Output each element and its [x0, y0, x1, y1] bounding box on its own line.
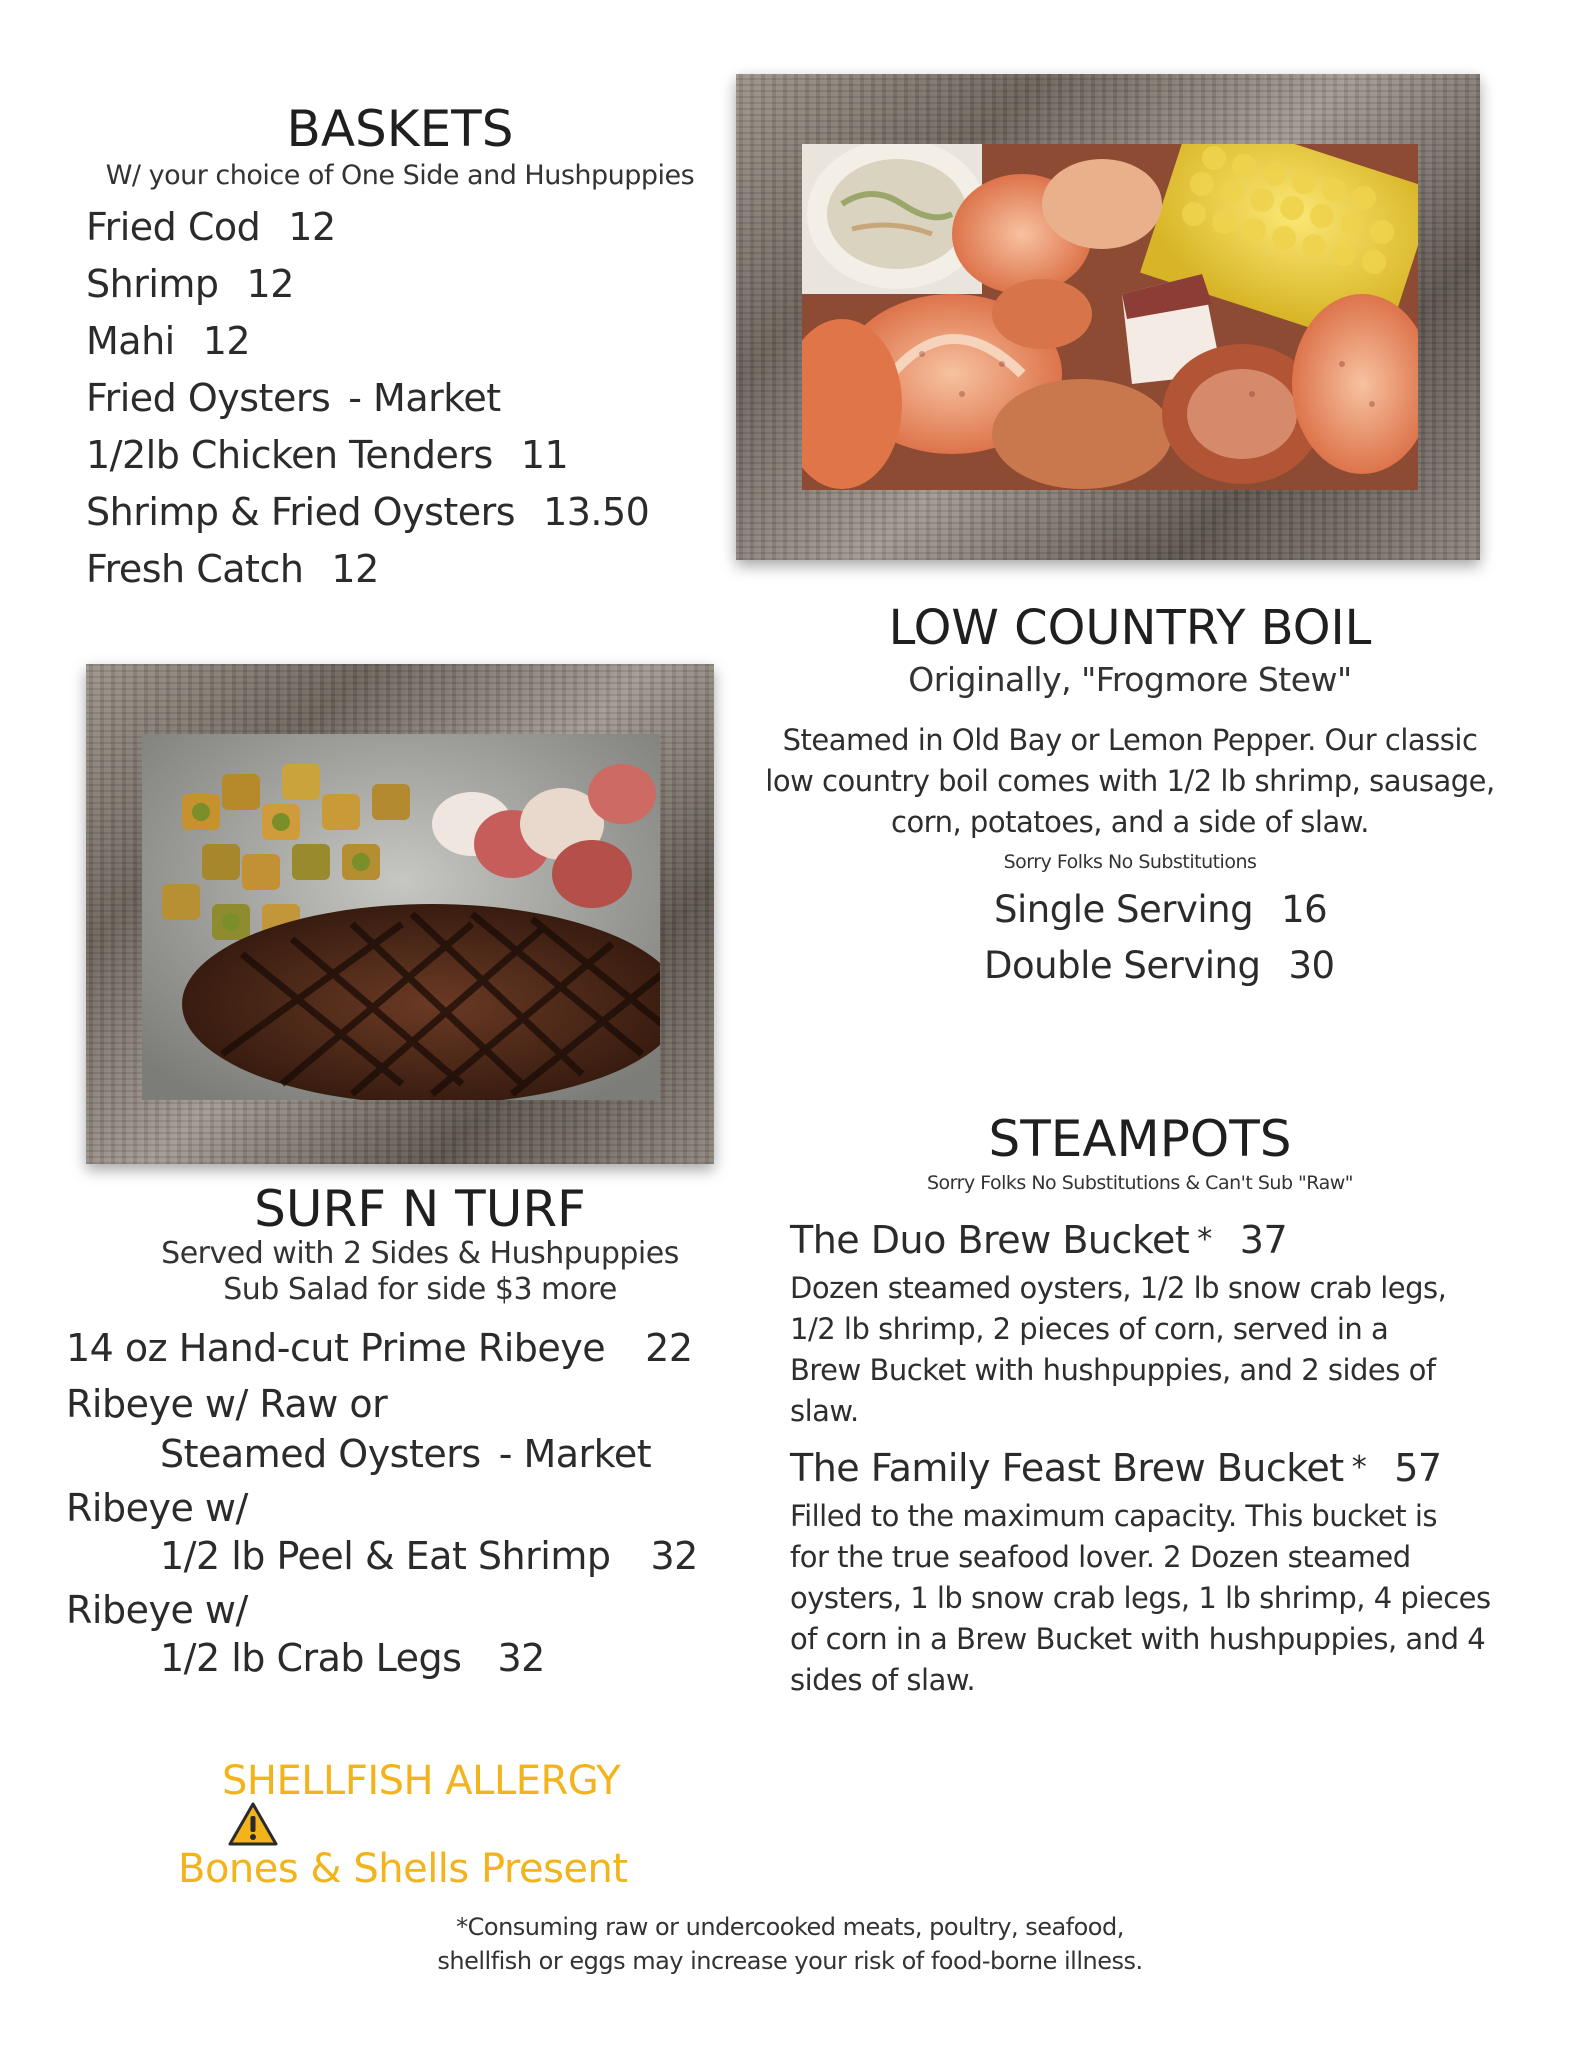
desc-line: Brew Bucket with hushpuppies, and 2 sides of — [790, 1353, 1436, 1387]
ribeye-shrimp-line1: Ribeye w/ — [66, 1486, 248, 1530]
ribeye-crab-line2 — [160, 1636, 545, 1680]
item-price: 12 — [246, 262, 294, 306]
family-feast-brew-bucket-item — [790, 1446, 1442, 1490]
item-name: The Duo Brew Bucket — [790, 1218, 1190, 1262]
allergy-line-2: Bones & Shells Present — [178, 1846, 628, 1892]
item-name: Mahi — [86, 319, 175, 363]
baskets-subtitle: W/ your choice of One Side and Hushpuppies — [105, 160, 695, 191]
desc-line: Dozen steamed oysters, 1/2 lb snow crab legs, — [790, 1271, 1447, 1305]
desc-line: corn, potatoes, and a side of slaw. — [891, 805, 1369, 839]
surf-turf-photo-frame — [86, 664, 714, 1164]
desc-line: of corn in a Brew Bucket with hushpuppies, and 4 — [790, 1622, 1486, 1656]
ribeye-item — [66, 1326, 693, 1370]
item-price: 30 — [1288, 944, 1335, 987]
ribeye-shrimp-line2 — [160, 1534, 698, 1578]
item-price: 13.50 — [543, 490, 650, 534]
item-name: Fried Oysters — [86, 376, 331, 420]
desc-line: Steamed in Old Bay or Lemon Pepper. Our classic — [782, 723, 1478, 757]
list-item — [86, 205, 649, 262]
item-price: - Market — [348, 376, 501, 420]
surf-turf-subtitle-2: Sub Salad for side $3 more — [223, 1272, 617, 1307]
item-name: 1/2 lb Peel & Eat Shrimp — [160, 1534, 611, 1578]
footer-line-2: shellfish or eggs may increase your risk of food-borne illness. — [437, 1947, 1143, 1975]
boil-title: LOW COUNTRY BOIL — [888, 600, 1372, 656]
list-item — [86, 319, 649, 376]
item-name: 1/2lb Chicken Tenders — [86, 433, 493, 477]
item-name: Double Serving — [984, 944, 1261, 987]
boil-photo — [802, 144, 1418, 490]
item-name: Shrimp — [86, 262, 219, 306]
allergy-title: SHELLFISH ALLERGY — [222, 1758, 621, 1804]
item-price: 12 — [202, 319, 251, 363]
item-price: 32 — [650, 1534, 698, 1578]
footer-line-1: *Consuming raw or undercooked meats, poultry, seafood, — [456, 1913, 1124, 1941]
boil-photo-image — [802, 144, 1418, 490]
double-serving-item — [984, 944, 1335, 987]
item-price: 12 — [331, 547, 379, 591]
boil-photo-frame — [736, 74, 1480, 560]
desc-line: oysters, 1 lb snow crab legs, 1 lb shrimp, 4 pieces — [790, 1581, 1491, 1615]
desc-line: sides of slaw. — [790, 1663, 976, 1697]
ribeye-crab-line1: Ribeye w/ — [66, 1588, 248, 1632]
shellfish-allergy-warning — [178, 1760, 638, 1890]
footer-disclaimer — [280, 1910, 1300, 1978]
item-price: 37 — [1239, 1218, 1288, 1262]
item-price: 22 — [645, 1326, 693, 1370]
list-item — [86, 376, 649, 433]
boil-subtitle: Originally, "Frogmore Stew" — [908, 660, 1352, 699]
ribeye-oysters-line1: Ribeye w/ Raw or — [66, 1382, 388, 1426]
item-name: Fresh Catch — [86, 547, 304, 591]
item-name: The Family Feast Brew Bucket — [790, 1446, 1344, 1490]
list-item — [86, 547, 649, 604]
list-item — [86, 490, 649, 547]
list-item — [86, 433, 649, 490]
allergy-line-1 — [178, 1760, 638, 1848]
steampots-title: STEAMPOTS — [988, 1110, 1292, 1168]
duo-description — [790, 1268, 1510, 1432]
list-item — [86, 262, 649, 319]
surf-turf-title: SURF N TURF — [254, 1180, 586, 1238]
surf-turf-photo — [142, 734, 660, 1100]
ribeye-oysters-line2 — [160, 1432, 651, 1476]
item-price: 11 — [520, 433, 569, 477]
single-serving-item — [994, 888, 1327, 931]
steampots-note: Sorry Folks No Substitutions & Can't Sub "Raw" — [926, 1172, 1353, 1194]
duo-brew-bucket-item — [790, 1218, 1287, 1262]
item-price: 16 — [1281, 888, 1328, 931]
baskets-list — [86, 205, 649, 604]
baskets-title: BASKETS — [286, 100, 514, 158]
desc-line: slaw. — [790, 1394, 859, 1428]
desc-line: for the true seafood lover. 2 Dozen steamed — [790, 1540, 1411, 1574]
item-price: 12 — [288, 205, 336, 249]
item-name: 14 oz Hand-cut Prime Ribeye — [66, 1326, 606, 1370]
item-price: 57 — [1394, 1446, 1442, 1490]
item-name: Single Serving — [994, 888, 1254, 931]
boil-no-substitutions-note: Sorry Folks No Substitutions — [1003, 851, 1257, 873]
item-price: 32 — [497, 1636, 545, 1680]
item-name: Steamed Oysters — [160, 1432, 481, 1476]
desc-line: low country boil comes with 1/2 lb shrimp, sausage, — [765, 764, 1495, 798]
boil-description — [760, 720, 1500, 843]
surf-turf-subtitle-1: Served with 2 Sides & Hushpuppies — [161, 1236, 679, 1271]
family-description — [790, 1496, 1530, 1701]
item-price: - Market — [498, 1432, 652, 1476]
item-name: 1/2 lb Crab Legs — [160, 1636, 462, 1680]
raw-warning-star: * — [1351, 1450, 1367, 1485]
warning-triangle-icon — [228, 1802, 278, 1846]
desc-line: 1/2 lb shrimp, 2 pieces of corn, served in a — [790, 1312, 1389, 1346]
desc-line: Filled to the maximum capacity. This bucket is — [790, 1499, 1437, 1533]
surf-turf-photo-image — [142, 734, 660, 1100]
raw-warning-star: * — [1197, 1222, 1212, 1257]
item-name: Fried Cod — [86, 205, 261, 249]
item-name: Shrimp & Fried Oysters — [86, 490, 516, 534]
